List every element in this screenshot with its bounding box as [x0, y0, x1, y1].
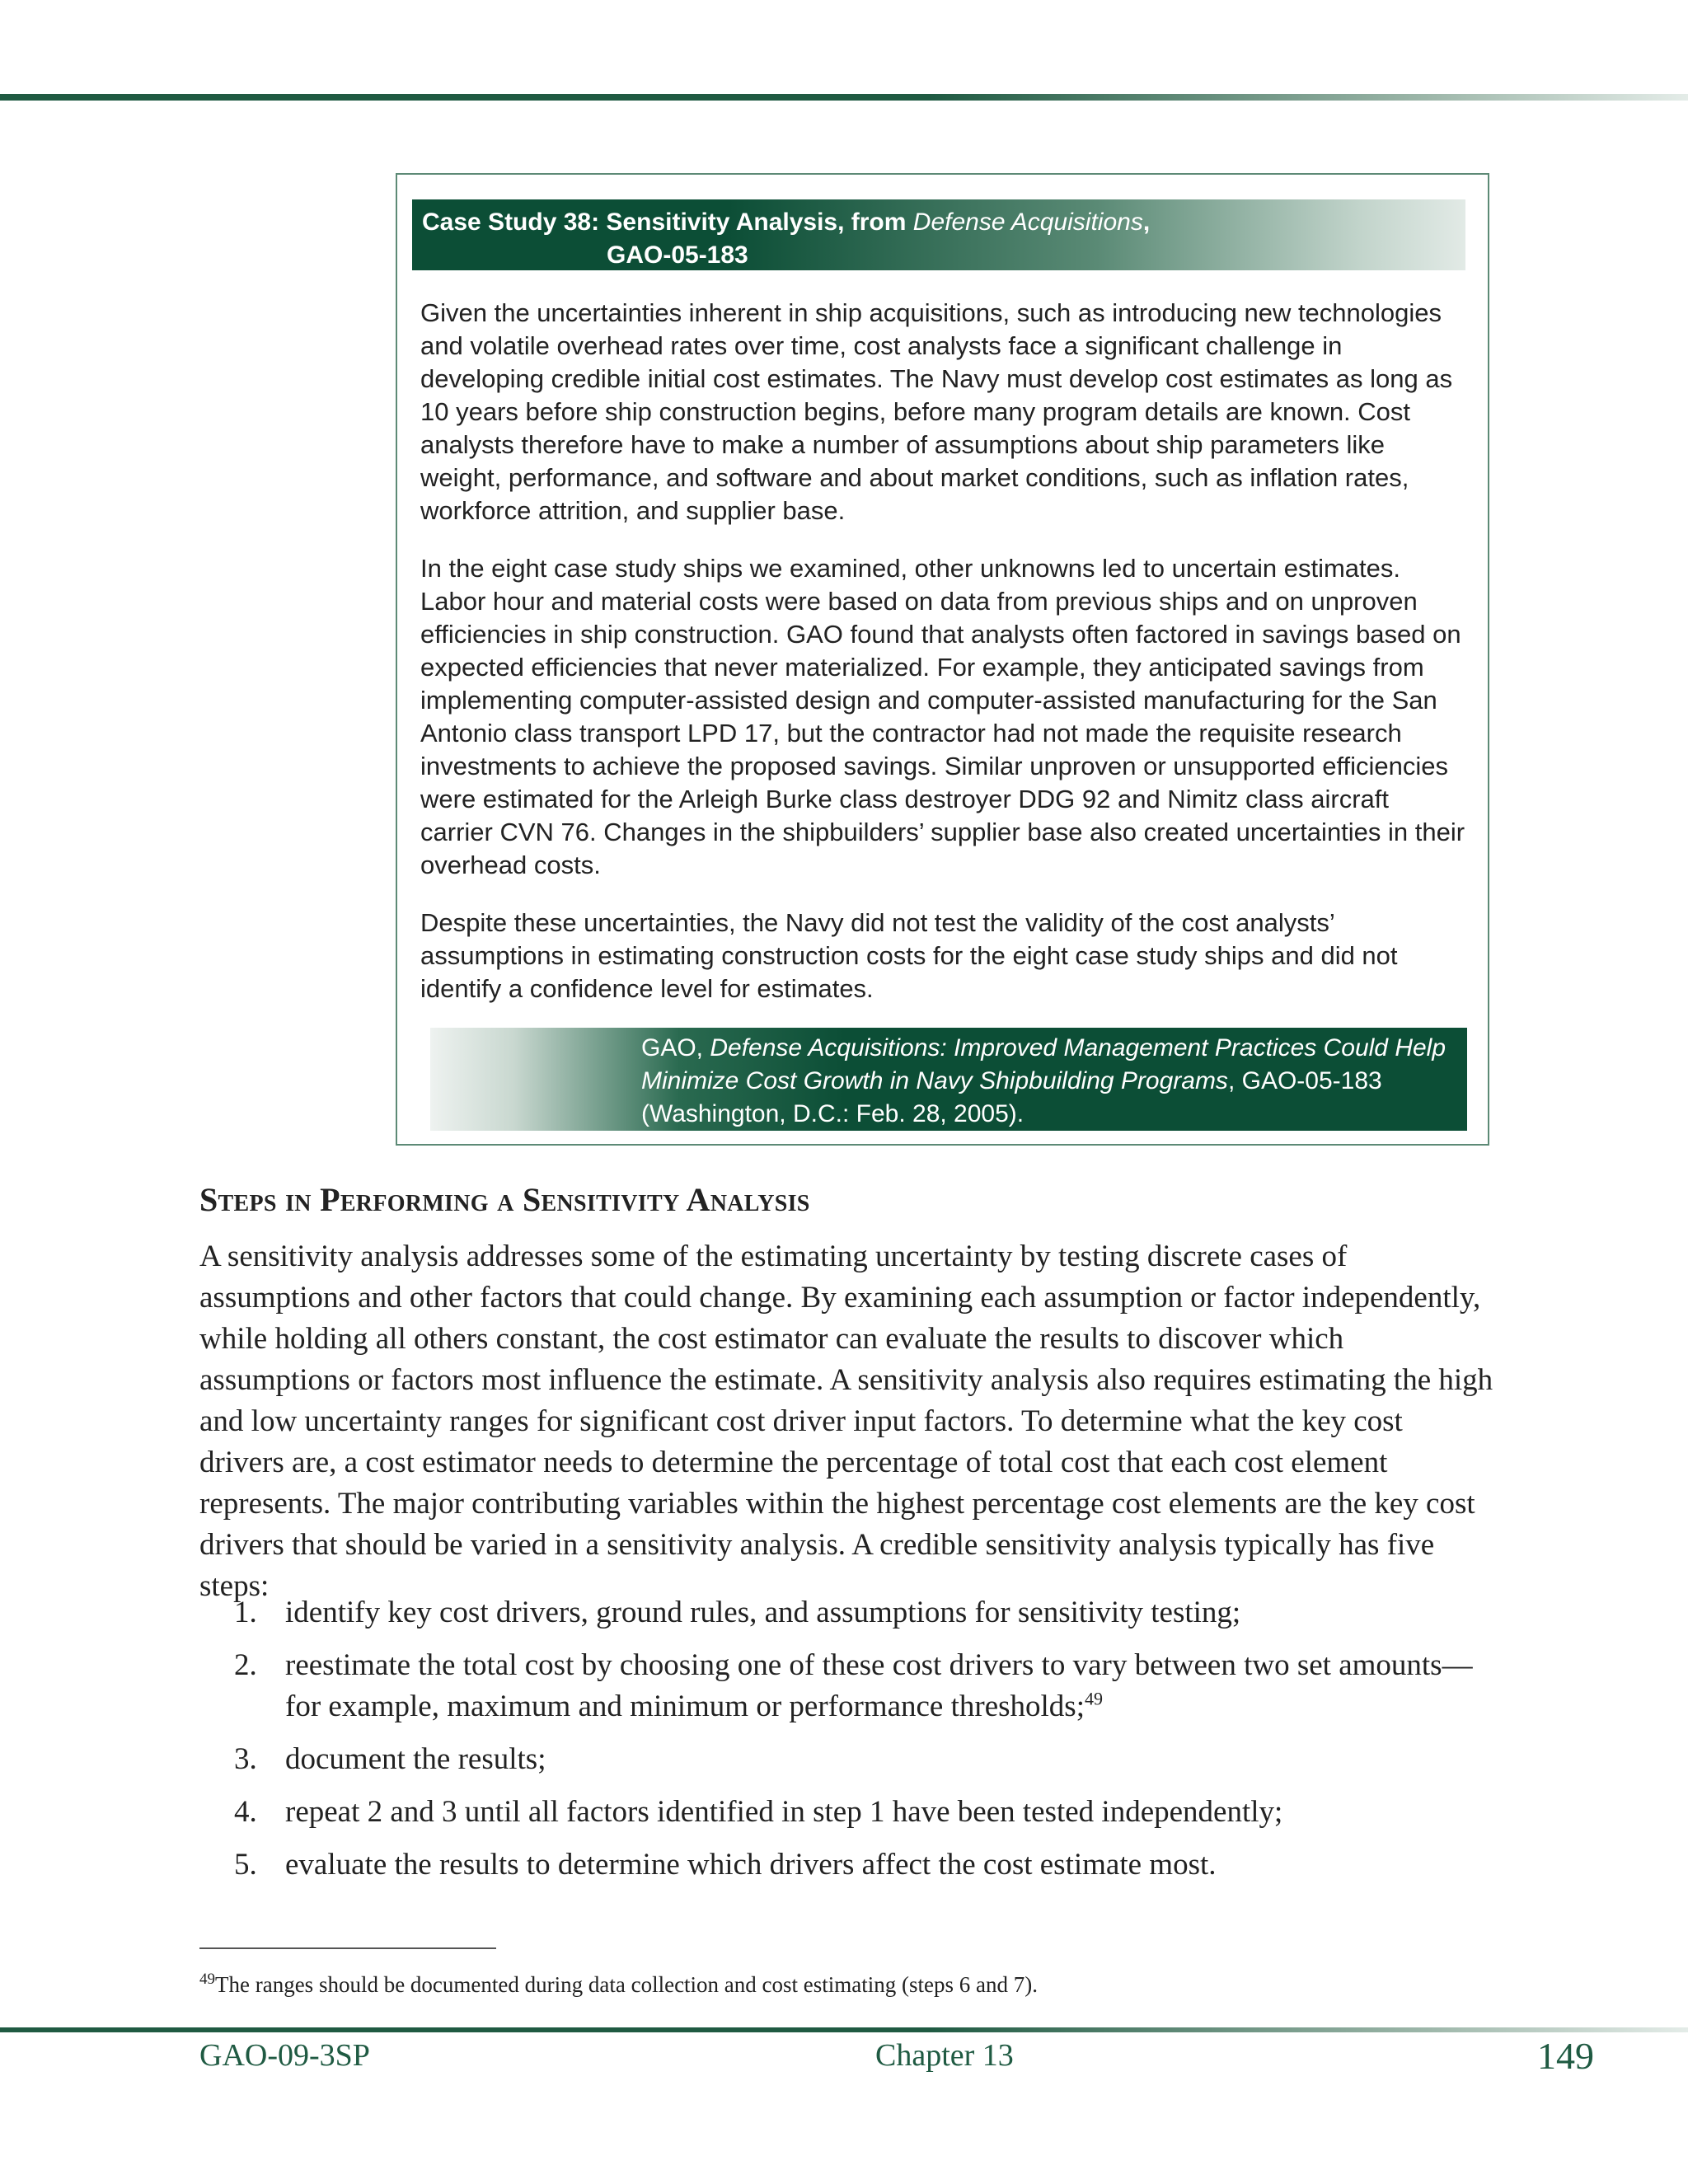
case-study-source-citation: [641, 1032, 1457, 1131]
case-study-source-band: [430, 1028, 1467, 1131]
step-number: 5.: [234, 1848, 257, 1882]
step-text: reestimate the total cost by choosing one of these cost drivers to vary between two set amounts—for example, maximum and minimum or performance thresholds;: [285, 1648, 1473, 1723]
step-number: 2.: [234, 1648, 257, 1682]
list-item: [199, 1792, 1493, 1833]
footnote-reference[interactable]: 49: [1084, 1688, 1103, 1709]
case-study-title-source: Defense Acquisitions: [912, 209, 1143, 236]
list-item: [199, 1844, 1493, 1886]
case-study-paragraph-1: Given the uncertainties inherent in ship acquisitions, such as introducing new technologies and volatile overhead rates over time, cost analysts face a significant challenge in developing credible initial cost estimates. The Navy must develop cost estimates as long as 10 years before ship construction begins, before many program details are known. Cost analysts therefore have to make a number of assumptions about ship parameters like weight, performance, and software and about market conditions, such as inflation rates, workforce attrition, and supplier base.: [420, 298, 1453, 525]
case-study-title-report: GAO-05-183: [607, 241, 748, 269]
section-intro-paragraph: A sensitivity analysis addresses some of the estimating uncertainty by testing discrete cases of assumptions and other factors that could change. By examining each assumption or factor independently, while holding all others constant, the cost estimator can evaluate the results to discover which assumptions or factors most influence the estimate. A sensitivity analysis also requires estimating the high and low uncertainty ranges for significant cost driver input factors. To determine what the key cost drivers are, a cost estimator needs to determine the percentage of total cost that each cost element represents. The major contributing variables within the highest percentage cost elements are the key cost drivers that should be varied in a sensitivity analysis. A credible sensitivity analysis typically has five steps:: [199, 1240, 1493, 1603]
step-text: document the results;: [285, 1742, 546, 1776]
source-report: , GAO-05-183: [1227, 1067, 1382, 1094]
footer-page-number: 149: [1537, 2035, 1594, 2077]
case-study-title-comma: ,: [1142, 209, 1151, 236]
case-study-body: [420, 297, 1467, 1030]
source-place-date: (Washington, D.C.: Feb. 28, 2005).: [641, 1100, 1025, 1127]
step-number: 4.: [234, 1795, 257, 1829]
footer-chapter: Chapter 13: [875, 2038, 1014, 2073]
list-item: [199, 1645, 1493, 1727]
footer-report-number: GAO-09-3SP: [199, 2038, 370, 2073]
step-number: 1.: [234, 1596, 257, 1629]
step-text: repeat 2 and 3 until all factors identified in step 1 have been tested independently;: [285, 1795, 1283, 1829]
list-item: [199, 1592, 1493, 1633]
case-study-paragraph-3: Despite these uncertainties, the Navy did not test the validity of the cost analysts’ assumptions in estimating construction costs for the eight case study ships and did not identify a confidence level for estimates.: [420, 908, 1398, 1003]
case-study-box: [396, 173, 1489, 1146]
section-heading: Steps in Performing a Sensitivity Analysis: [199, 1181, 810, 1218]
list-item: [199, 1739, 1493, 1780]
footnote-divider: [199, 1947, 496, 1949]
step-text: identify key cost drivers, ground rules, and assumptions for sensitivity testing;: [285, 1596, 1241, 1629]
footnote-text: The ranges should be documented during data collection and cost estimating (steps 6 and 7).: [215, 1972, 1038, 1997]
case-study-title: [412, 199, 1465, 270]
source-title: Defense Acquisitions: Improved Management Practices Could Help Minimize Cost Growth in Navy Shipbuilding Programs: [641, 1034, 1447, 1094]
footnote-marker: 49: [199, 1971, 215, 1988]
case-study-title-prefix: Case Study 38: Sensitivity Analysis, from: [422, 209, 907, 236]
step-text: evaluate the results to determine which drivers affect the cost estimate most.: [285, 1848, 1217, 1882]
case-study-paragraph-2: In the eight case study ships we examined, other unknowns led to uncertain estimates. Labor hour and material costs were based on data from previous ships and on unproven efficiencies in ship construction. GAO found that analysts often factored in savings based on expected efficiencies that never materialized. For example, they anticipated savings from implementing computer-assisted design and computer-assisted manufacturing for the San Antonio class transport LPD 17, but the contractor had not made the requisite research investments to achieve the proposed savings. Similar unproven or unsupported efficiencies were estimated for the Arleigh Burke class destroyer DDG 92 and Nimitz class aircraft carrier CVN 76. Changes in the shipbuilders’ supplier base also created uncertainties in their overhead costs.: [420, 554, 1465, 879]
bottom-rule: [0, 2027, 1688, 2032]
top-rule: [0, 94, 1688, 101]
steps-list: [199, 1592, 1493, 1897]
source-agency: GAO,: [641, 1034, 704, 1062]
step-number: 3.: [234, 1742, 257, 1776]
footnote: [199, 1970, 1038, 1999]
